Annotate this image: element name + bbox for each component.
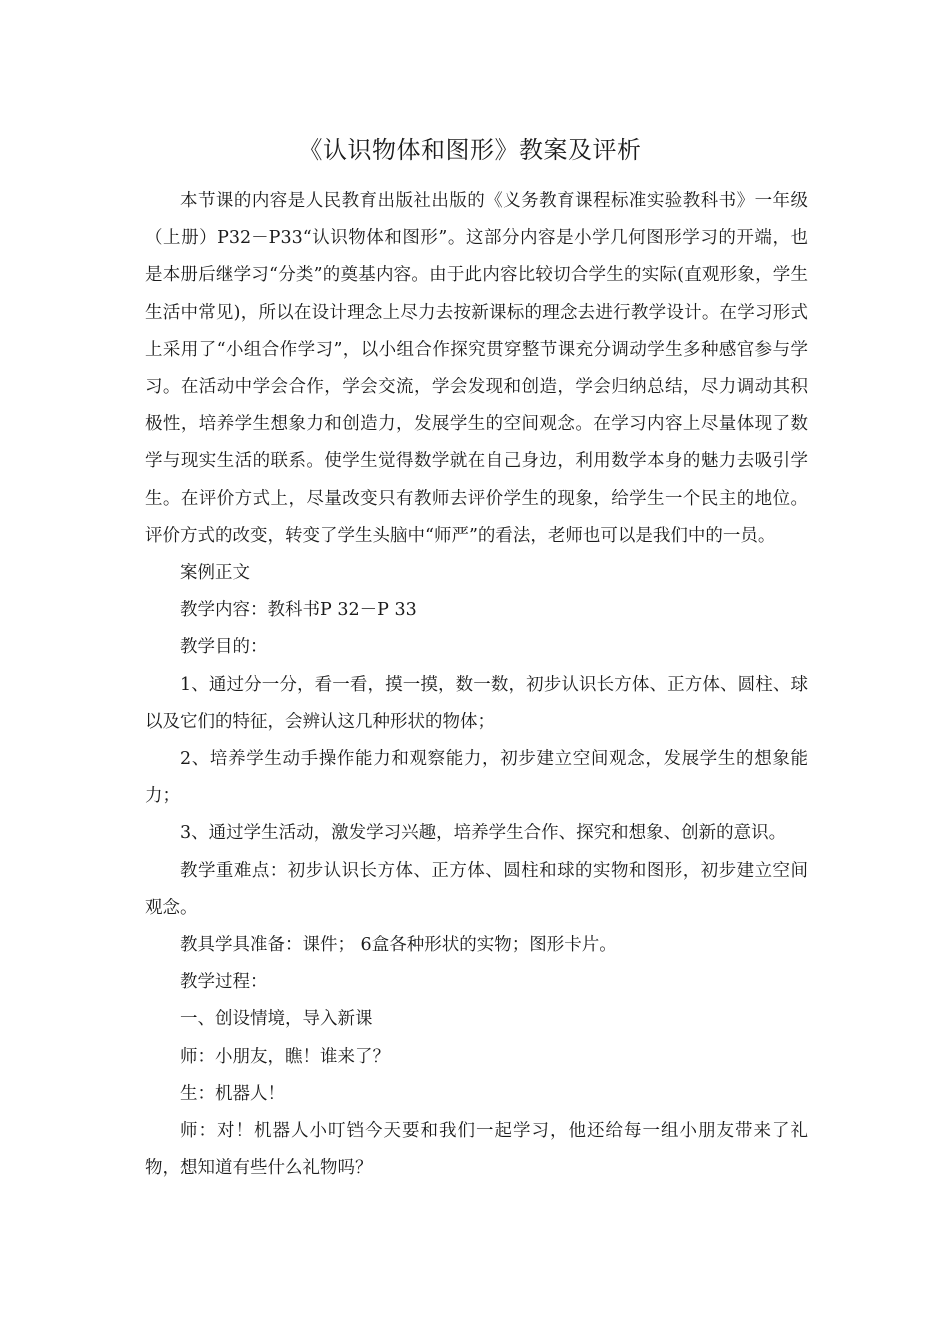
document-title-text: 《认识物体和图形》教案及评析: [298, 136, 642, 164]
paragraph-section-1: 一、创设情境，导入新课: [180, 1009, 373, 1030]
paragraph-intro: 本节课的内容是人民教育出版社出版的《义务教育课程标准实验教科书》一年级（上册）P32－P33“认识物体和图形”。这部分内容是小学几何图形学习的开端，也是本册后继学习“分类”的奠基内容。由于此内容比较切合学生的实际(直观形象，学生生活中常见)，所以在设计理念上尽力去按新课标的理念去进行教学设计。在学习形式上采用了“小组合作学习”，以小组合作探究贯穿整节课充分调动学生多种感官参与学习。在活动中学会合作，学会交流，学会发现和创造，学会归纳总结，尽力调动其积极性，培养学生想象力和创造力，发展学生的空间观念。在学习内容上尽量体现了数学与现实生活的联系。使学生觉得数学就在自己身边，利用数学本身的魅力去吸引学生。在评价方式上，尽量改变只有教师去评价学生的现象，给学生一个民主的地位。评价方式的改变，转变了学生头脑中“师严”的看法，老师也可以是我们中的一员。: [145, 191, 808, 546]
document-title: [0, 132, 950, 168]
paragraph-goal-1: 1、通过分一分，看一看，摸一摸，数一数，初步认识长方体、正方体、圆柱、球以及它们的特征，会辨认这几种形状的物体；: [145, 674, 808, 732]
paragraph-process-heading: 教学过程：: [180, 972, 268, 993]
paragraph-goal-3: 3、通过学生活动，激发学习兴趣，培养学生合作、探究和想象、创新的意识。: [180, 823, 787, 844]
paragraph-dialogue-3: 师：对！机器人小叮铛今天要和我们一起学习，他还给每一组小朋友带来了礼物，想知道有些什么礼物吗？: [145, 1121, 808, 1179]
paragraph-goal-2: 2、培养学生动手操作能力和观察能力，初步建立空间观念，发展学生的想象能力；: [145, 749, 808, 807]
document-body: [145, 183, 808, 1187]
paragraph-case-heading: 案例正文: [180, 563, 250, 584]
paragraph-key-points: 教学重难点：初步认识长方体、正方体、圆柱和球的实物和图形，初步建立空间观念。: [145, 860, 808, 918]
paragraph-dialogue-2: 生：机器人！: [180, 1083, 285, 1104]
paragraph-teaching-content: 教学内容：教科书P 32－P 33: [180, 600, 417, 621]
paragraph-teaching-goals-heading: 教学目的：: [180, 637, 268, 658]
paragraph-dialogue-1: 师：小朋友，瞧！谁来了？: [180, 1046, 390, 1067]
paragraph-materials: 教具学具准备：课件； 6盒各种形状的实物；图形卡片。: [180, 935, 617, 956]
